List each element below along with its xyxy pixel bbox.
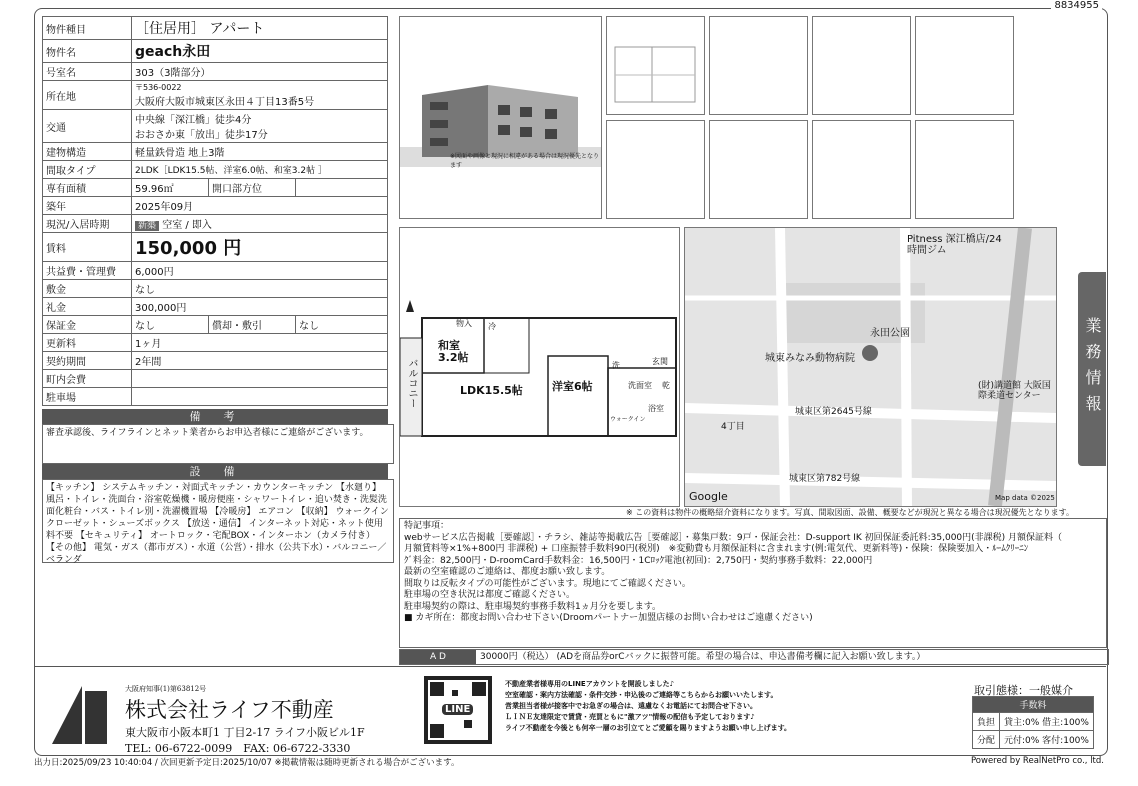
western-room-label: 洋室6帖 <box>552 380 593 393</box>
special-notes-title: 特記事項： <box>404 521 450 531</box>
line-info-row: ライフ不動産を今後とも何卒一層のお引立てとご愛顧を賜りますようお願い申し上げます。 <box>505 724 792 732</box>
trade-type: 取引態様：一般媒介 <box>974 684 1073 697</box>
fee-label: 共益費・管理費 <box>43 262 132 280</box>
washer-label: 洗 <box>612 361 620 370</box>
site-plan-icon <box>607 17 704 114</box>
built-label: 築年 <box>43 197 132 215</box>
guarantee-label: 保証金 <box>43 316 132 334</box>
built-value: 2025年09月 <box>132 197 388 215</box>
fee-table <box>972 696 1094 749</box>
output-date: 出力日:2025/09/23 10:40:04 / 次回更新予定日:2025/10/07 ※掲載情報は随時更新される場合がございます。 <box>34 758 460 768</box>
property-spec-table <box>42 16 388 406</box>
thumbnail-4[interactable] <box>915 16 1014 115</box>
address-value: 大阪府大阪市城東区永田４丁目13番5号 <box>135 97 315 108</box>
poi-gym: Pitness 深江橋店/24時間ジム <box>907 234 1002 256</box>
line-info-row: 不動産業者様専用のLINEアカウントを開設しました♪ <box>505 680 675 688</box>
deposit-label: 敷金 <box>43 280 132 298</box>
special-line: 駐車場契約の際は、駐車場契約事務手数料1ヵ月分を要します。 <box>404 601 662 612</box>
parking-label: 駐車場 <box>43 388 132 406</box>
business-info-tab[interactable]: 業務情報 <box>1078 272 1106 466</box>
disclaimer: ※ この資料は物件の概略紹介資料になります。写真、間取図面、設備、概要などが現況と異なる場合は現況優先となります。 <box>626 508 1074 517</box>
fee-value: 6,000円 <box>132 262 388 280</box>
photo-caption: ※図面や画像と現況に相違がある場合は現況優先となります <box>450 153 600 169</box>
access-2: おおさか東「放出」徒歩17分 <box>135 130 268 141</box>
bath-label: 浴室 <box>648 404 664 413</box>
company-block <box>125 684 365 756</box>
dryer-label: 乾 <box>662 381 670 390</box>
renewal-label: 更新料 <box>43 334 132 352</box>
access-1: 中央線「深江橋」徒歩4分 <box>135 115 252 126</box>
company-address: 東大阪市小阪本町1 丁目2-17 ライフ小阪ビル1F <box>125 726 365 739</box>
area-value: 59.96㎡ <box>132 179 209 197</box>
japanese-room-label <box>438 340 469 364</box>
status-value: 空室 / 即入 <box>162 220 212 231</box>
layout-label: 間取タイプ <box>43 161 132 179</box>
fridge-label: 冷 <box>488 322 496 331</box>
deposit-value: なし <box>132 280 388 298</box>
walk-in-label: ウォークイン <box>610 416 646 423</box>
thumbnail-7[interactable] <box>812 120 911 219</box>
address-label: 所在地 <box>43 81 132 110</box>
thumbnail-2[interactable] <box>709 16 808 115</box>
special-line: 最新の空室確認のご連絡は、都度お願い致します。 <box>404 567 611 577</box>
special-line: ｸﾞ料金：82,500円・D-roomCard手数料金：16,500円・1Cﾛｯｸ電池(初回)：2,750円・契約事務手数料：22,000円 <box>404 555 873 566</box>
key-money-value: 300,000円 <box>132 298 388 316</box>
assoc-fee-value <box>132 370 388 388</box>
key-money-label: 礼金 <box>43 298 132 316</box>
period-label: 契約期間 <box>43 352 132 370</box>
access-cell <box>132 110 388 143</box>
ad-value: 30000円（税込） (ADを商品券orCバックに振替可能。希望の場合は、申込書備考欄に記入お願い致します。） <box>480 652 926 662</box>
name-label: 物件名 <box>43 40 132 63</box>
floor-plan-drawing <box>400 228 679 506</box>
ad-bar <box>399 649 1109 665</box>
special-notes <box>399 518 1107 648</box>
special-line: ■ カギ所在：都度お問い合わせ下さい(Droomパートナー加盟店様のお問い合わせはご遠慮ください) <box>404 613 813 623</box>
poi-judo: (財)講道館 大阪国際柔道センター <box>978 381 1051 401</box>
direction-label: 開口部方位 <box>209 179 296 197</box>
rent-value: 150,000 円 <box>132 233 388 262</box>
new-build-badge: 新築 <box>135 221 159 231</box>
special-line: webサービス広告掲載［要確認］・チラシ、雑誌等掲載広告［要確認］・募集戸数：9戸・保証会社：D-support IK 初回保証委託料:35,000円(非課税) 月額保証料（ <box>404 532 1063 543</box>
line-qr-code[interactable] <box>424 676 492 744</box>
district-label: 4丁目 <box>721 422 745 432</box>
amortization-value: なし <box>296 316 388 334</box>
parking-value <box>132 388 388 406</box>
status-cell <box>132 215 388 233</box>
address-cell <box>132 81 388 110</box>
ldk-label: LDK15.5帖 <box>460 384 523 397</box>
status-label: 現況/入居時期 <box>43 215 132 233</box>
line-info <box>505 679 791 734</box>
company-name: 株式会社ライフ不動産 <box>125 698 334 722</box>
assoc-fee-label: 町内会費 <box>43 370 132 388</box>
entrance-label: 玄関 <box>652 357 668 366</box>
line-logo: LINE <box>442 704 473 715</box>
storage-label: 物入 <box>456 319 472 328</box>
special-line: 駐車場の空き状況は都度ご確認ください。 <box>404 590 576 600</box>
rent-label: 賃料 <box>43 233 132 262</box>
remarks-header: 備 考 <box>42 409 388 424</box>
special-line: 月額賃料等×1%+800円 非課税) + 口座振替手数料90円(税別) ※変動費も月額保証料に含まれます(例:電気代、更新料等)・保険：保険要加入・ﾙｰﾑｸﾘｰﾆﾝ <box>404 544 1029 554</box>
ad-label: A D <box>400 650 476 664</box>
thumbnail-3[interactable] <box>812 16 911 115</box>
j-room-name: 和室 <box>438 339 460 352</box>
j-room-size: 3.2帖 <box>438 351 469 364</box>
property-name: geach永田 <box>132 40 388 63</box>
type-label: 物件種目 <box>43 17 132 40</box>
fee-split-value: 元付:0% 客付:100% <box>1000 731 1094 749</box>
map-roads <box>685 228 1056 506</box>
area-map[interactable] <box>684 227 1057 507</box>
area-label: 専有面積 <box>43 179 132 197</box>
road-782: 城東区第782号線 <box>789 474 861 484</box>
period-value: 2年間 <box>132 352 388 370</box>
thumbnail-5[interactable] <box>606 120 705 219</box>
floor-plan[interactable] <box>399 227 680 507</box>
company-logo-icon <box>52 686 112 744</box>
equipment-text: 【キッチン】 システムキッチン・対面式キッチン・カウンターキッチン 【水廻り】 風呂・トイレ・洗面台・浴室乾燥機・暖房便座・シャワートイレ・追い焚き・洗髪洗面化粧台・バス・トイレ別・洗濯機置場 【冷暖房】 エアコン 【収納】 ウォークインクローゼット・シューズボックス 【放送・通信】 インターネット対応・ネット使用料不要 【セキュリティ】 オートロック・宅配BOX・インターホン（カメラ付き） 【その他】 電気・ガス（都市ガス）・水道（公営）・排水（公共下水）・バルコニー／ベランダ <box>42 479 394 563</box>
room-label: 号室名 <box>43 63 132 81</box>
structure-label: 建物構造 <box>43 143 132 161</box>
direction-value <box>296 179 388 197</box>
line-info-row: ＬＩＮＥ友達限定で賃貸・売買ともに"激アツ"情報の配信も予定しております♪ <box>505 713 755 721</box>
footer-divider <box>34 666 1106 667</box>
type-value: ［住居用］ アパート <box>132 17 388 40</box>
fee-burden-value: 貸主:0% 借主:100% <box>1000 713 1094 731</box>
renewal-value: 1ヶ月 <box>132 334 388 352</box>
fee-burden-label: 負担 <box>973 713 1000 731</box>
amortization-label: 償却・敷引 <box>209 316 296 334</box>
company-tel: TEL: 06-6722-0099 FAX: 06-6722-3330 <box>125 742 351 755</box>
structure-value: 軽量鉄骨造 地上3階 <box>132 143 388 161</box>
license-number: 大阪府知事(1)第63812号 <box>125 685 207 693</box>
road-2645: 城東区第2645号線 <box>795 407 872 417</box>
line-info-row: 営業担当者様が接客中でお急ぎの場合は、遠慮なくお電話にてお問合せ下さい。 <box>505 702 757 710</box>
wash-room-label: 洗面室 <box>628 381 652 390</box>
thumbnail-8[interactable] <box>915 120 1014 219</box>
building-photo[interactable] <box>399 16 602 219</box>
powered-by: Powered by RealNetPro co., ltd. <box>970 756 1104 766</box>
document-id: 8834955 <box>1051 0 1102 11</box>
poi-vet: 城東みなみ動物病院 <box>765 353 855 364</box>
remarks-text: 審査承認後、ライフラインとネット業者からお申込者様にご連絡がございます。 <box>42 424 394 464</box>
access-label: 交通 <box>43 110 132 143</box>
guarantee-value: なし <box>132 316 209 334</box>
poi-park: 永田公園 <box>870 328 910 339</box>
line-info-row: 空室確認・案内方法確認・条件交渉・申込後のご連絡等こちらからお願いいたします。 <box>505 691 778 699</box>
thumbnail-6[interactable] <box>709 120 808 219</box>
google-logo: Google <box>689 490 728 503</box>
fee-header: 手数料 <box>973 697 1094 713</box>
special-line: 間取りは反転タイプの可能性がございます。現地にてご確認ください。 <box>404 578 691 589</box>
building-illustration <box>400 17 601 218</box>
map-data-credit: Map data ©2025 <box>995 494 1055 502</box>
fee-split-label: 分配 <box>973 731 1000 749</box>
layout-value: 2LDK［LDK15.5帖、洋室6.0帖、和室3.2帖 ］ <box>132 161 388 179</box>
equipment-header: 設 備 <box>42 464 388 479</box>
thumbnail-site-plan[interactable] <box>606 16 705 115</box>
balcony-label: バルコニー <box>406 358 417 408</box>
zip-code: 〒536-0022 <box>135 83 182 92</box>
room-value: 303（3階部分） <box>132 63 388 81</box>
